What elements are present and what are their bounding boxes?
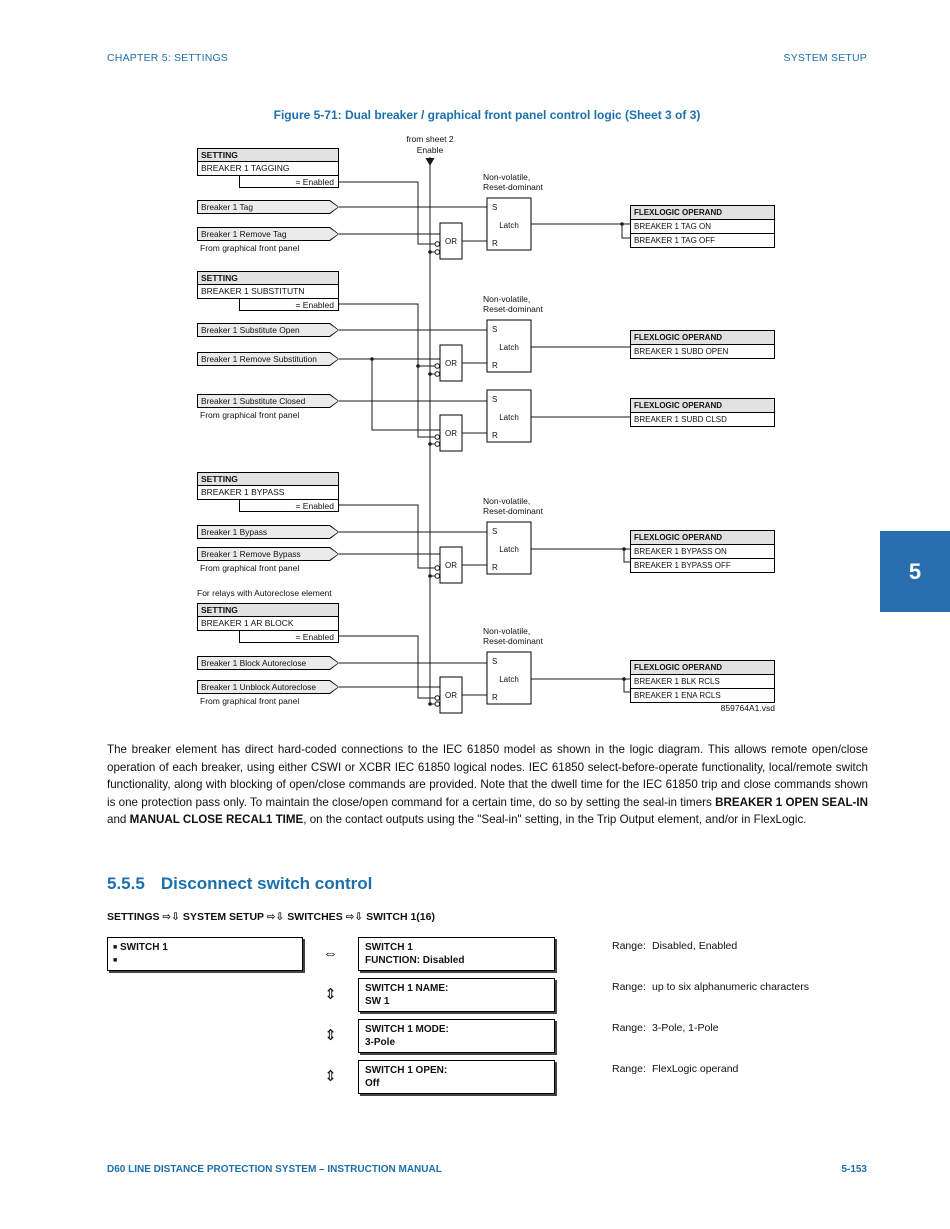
operand-label: Breaker 1 Block Autoreclose <box>201 658 307 668</box>
setting-header: SETTING <box>198 604 338 617</box>
operand-label: Breaker 1 Remove Bypass <box>201 549 301 559</box>
nav-arrow-icon: ⇕ <box>324 1068 337 1085</box>
latch-label: Latch <box>499 675 519 684</box>
from-sheet-label: from sheet 2 <box>406 134 454 144</box>
nonvolatile-line1: Non-volatile, <box>483 294 531 304</box>
range-label: Range: <box>612 1063 646 1075</box>
latch-label: Latch <box>499 343 519 352</box>
flexlogic-box-rcls <box>630 660 775 703</box>
setting-ref-bold: MANUAL CLOSE RECAL1 TIME <box>129 813 304 827</box>
range-label: Range: <box>612 981 646 993</box>
operand-breaker1-block-autoreclose <box>197 656 339 670</box>
section1-wires <box>339 182 630 252</box>
operand-breaker1-bypass <box>197 525 339 539</box>
setting-cell-line1: SWITCH 1 MODE: <box>365 1024 449 1035</box>
nonvolatile-line1: Non-volatile, <box>483 172 531 182</box>
setting-name: BREAKER 1 BYPASS <box>201 487 285 497</box>
footer-page-number: 5-153 <box>841 1164 867 1175</box>
latch-r-label: R <box>492 239 498 248</box>
flexlogic-header: FLEXLOGIC OPERAND <box>631 206 774 220</box>
flexlogic-header: FLEXLOGIC OPERAND <box>631 661 774 675</box>
or-gate-label: OR <box>445 429 457 438</box>
header-chapter: CHAPTER 5: SETTINGS <box>107 52 229 64</box>
drawing-id: 859764A1.vsd <box>720 703 775 713</box>
setting-value: = Enabled <box>239 175 339 188</box>
or-gate-label: OR <box>445 561 457 570</box>
or-gate-label: OR <box>445 691 457 700</box>
menu-bullet-icon: ■ <box>113 957 118 964</box>
nonvolatile-line2: Reset-dominant <box>483 506 544 516</box>
flexlogic-operand: BREAKER 1 TAG OFF <box>631 233 774 247</box>
setting-header: SETTING <box>198 149 338 162</box>
range-value: Disabled, Enabled <box>652 940 738 952</box>
front-panel-note: From graphical front panel <box>200 696 300 706</box>
chapter-tab: 5 <box>880 531 950 612</box>
paragraph-text: and <box>107 813 130 827</box>
setting-cell-line2: 3-Pole <box>365 1037 396 1048</box>
autoreclose-note: For relays with Autoreclose element <box>197 588 332 598</box>
nonvolatile-line2: Reset-dominant <box>483 636 544 646</box>
operand-label: Breaker 1 Tag <box>201 202 253 212</box>
operand-label: Breaker 1 Bypass <box>201 527 268 537</box>
operand-breaker1-tag <box>197 200 339 214</box>
flexlogic-header: FLEXLOGIC OPERAND <box>631 531 774 545</box>
front-panel-note: From graphical front panel <box>200 563 300 573</box>
setting-header: SETTING <box>198 272 338 285</box>
setting-cell-line1: SWITCH 1 <box>365 942 413 953</box>
nonvolatile-note <box>483 172 543 192</box>
setting-name: BREAKER 1 SUBSTITUTN <box>201 286 305 296</box>
footer-manual-title: D60 LINE DISTANCE PROTECTION SYSTEM – INSTRUCTION MANUAL <box>107 1164 442 1175</box>
setting-cell-function <box>358 937 555 971</box>
settings-path: SETTINGS ⇨⇩ SYSTEM SETUP ⇨⇩ SWITCHES ⇨⇩ SWITCH 1(16) <box>107 911 435 923</box>
latch-label: Latch <box>499 413 519 422</box>
settings-table <box>107 937 887 1101</box>
flexlogic-operand: BREAKER 1 SUBD CLSD <box>634 415 727 424</box>
operand-breaker1-remove-tag <box>197 227 339 241</box>
nonvolatile-line1: Non-volatile, <box>483 496 531 506</box>
enable-label: Enable <box>416 145 444 155</box>
operand-label: Breaker 1 Substitute Closed <box>201 396 306 406</box>
invert-bubbles <box>435 242 440 707</box>
setting-cell-line1: SWITCH 1 OPEN: <box>365 1065 448 1076</box>
flexlogic-operand: BREAKER 1 BYPASS ON <box>634 547 727 556</box>
flexlogic-operand: BREAKER 1 ENA RCLS <box>631 688 774 702</box>
flexlogic-operand: BREAKER 1 TAG ON <box>634 222 712 231</box>
section-heading <box>107 874 372 894</box>
section4-wires <box>339 636 630 704</box>
latch-s-label: S <box>492 325 498 334</box>
latch-r-label: R <box>492 431 498 440</box>
setting-cell-open <box>358 1060 555 1094</box>
setting-name: BREAKER 1 AR BLOCK <box>201 618 294 628</box>
flexlogic-operand: BREAKER 1 BLK RCLS <box>634 677 720 686</box>
nonvolatile-note <box>483 294 543 314</box>
flexlogic-operand: BREAKER 1 SUBD OPEN <box>634 347 729 356</box>
paragraph-text: The breaker element has direct hard-coded connections to the IEC 61850 model as shown in the logic diagram. This allows remote open/close operation of each breaker, using either CSWI or XCBR IEC 61850 logical nodes. IEC 61850 select-before-operate functionality, local/remote switch functionality, along with blocking of open/close commands are provided. Note that the dwell time for the IEC 61850 trip and close commands shown is one protection pass only. To maintain the close/open command for a certain time, do so by setting the seal-in timers <box>107 743 868 809</box>
setting-cell-mode <box>358 1019 555 1053</box>
setting-box-substitutn <box>197 271 339 311</box>
setting-value: = Enabled <box>239 298 339 311</box>
setting-row <box>107 978 887 1012</box>
latch-s-label: S <box>492 657 498 666</box>
or-gate-label: OR <box>445 359 457 368</box>
menu-bullet-icon: ■ <box>113 944 118 951</box>
or-gate-label: OR <box>445 237 457 246</box>
setting-cell-line2: Off <box>365 1078 380 1089</box>
or-gates <box>440 223 462 713</box>
setting-value: = Enabled <box>239 630 339 643</box>
setting-ref-bold: BREAKER 1 OPEN SEAL-IN <box>715 795 869 809</box>
nonvolatile-line2: Reset-dominant <box>483 182 544 192</box>
operand-breaker1-substitute-closed <box>197 394 339 408</box>
front-panel-note: From graphical front panel <box>200 243 300 253</box>
menu-title: SWITCH 1 <box>120 942 168 953</box>
flexlogic-box-subd-open <box>630 330 775 359</box>
setting-cell-line2: SW 1 <box>365 996 390 1007</box>
nav-arrow-icon: ⇔ <box>323 945 338 962</box>
latch-r-label: R <box>492 693 498 702</box>
operand-label: Breaker 1 Remove Substitution <box>201 354 317 364</box>
nonvolatile-note <box>483 496 543 516</box>
setting-row <box>107 1060 887 1094</box>
latch-r-label: R <box>492 361 498 370</box>
flexlogic-operand: BREAKER 1 BYPASS OFF <box>631 558 774 572</box>
setting-cell-line2: FUNCTION: Disabled <box>365 955 465 966</box>
operand-breaker1-unblock-autoreclose <box>197 680 339 694</box>
operand-breaker1-remove-bypass <box>197 547 339 561</box>
setting-cell-line1: SWITCH 1 NAME: <box>365 983 449 994</box>
header-section: SYSTEM SETUP <box>783 52 867 64</box>
latch-label: Latch <box>499 221 519 230</box>
front-panel-note: From graphical front panel <box>200 410 300 420</box>
latch-r-label: R <box>492 563 498 572</box>
figure-caption: Figure 5-71: Dual breaker / graphical front panel control logic (Sheet 3 of 3) <box>273 108 701 122</box>
operand-breaker1-substitute-open <box>197 323 339 337</box>
setting-box-tagging <box>197 148 339 188</box>
range-value: FlexLogic operand <box>652 1063 739 1075</box>
setting-value: = Enabled <box>239 499 339 512</box>
section-number: 5.5.5 <box>107 874 145 893</box>
flexlogic-box-subd-clsd <box>630 398 775 427</box>
nonvolatile-note <box>483 626 543 646</box>
latch-label: Latch <box>499 545 519 554</box>
range-value: up to six alphanumeric characters <box>652 981 809 993</box>
section2-wires <box>339 304 630 444</box>
nav-arrow-icon: ⇕ <box>324 986 337 1003</box>
operand-breaker1-remove-substitution <box>197 352 339 366</box>
flexlogic-box-bypass <box>630 530 775 573</box>
setting-cell-name <box>358 978 555 1012</box>
menu-panel-switch1 <box>107 937 303 971</box>
paragraph-text: , on the contact outputs using the "Seal-in" setting, in the Trip Output element, and/or in FlexLogic. <box>303 813 807 827</box>
range-label: Range: <box>612 1022 646 1034</box>
enable-arrow-icon <box>426 158 435 166</box>
section-title: Disconnect switch control <box>160 874 373 893</box>
operand-label: Breaker 1 Remove Tag <box>201 229 287 239</box>
flexlogic-box-tag <box>630 205 775 248</box>
setting-box-bypass <box>197 472 339 512</box>
flexlogic-header: FLEXLOGIC OPERAND <box>631 399 774 413</box>
latch-s-label: S <box>492 395 498 404</box>
latch-s-label: S <box>492 203 498 212</box>
nonvolatile-line2: Reset-dominant <box>483 304 544 314</box>
setting-name: BREAKER 1 TAGGING <box>201 163 290 173</box>
operand-label: Breaker 1 Substitute Open <box>201 325 300 335</box>
setting-row <box>107 1019 887 1053</box>
setting-header: SETTING <box>198 473 338 486</box>
latch-s-label: S <box>492 527 498 536</box>
range-value: 3-Pole, 1-Pole <box>652 1022 719 1034</box>
operand-label: Breaker 1 Unblock Autoreclose <box>201 682 316 692</box>
flexlogic-header: FLEXLOGIC OPERAND <box>631 331 774 345</box>
body-paragraph <box>107 741 868 829</box>
setting-row <box>107 937 887 971</box>
nonvolatile-line1: Non-volatile, <box>483 626 531 636</box>
range-label: Range: <box>612 940 646 952</box>
setting-box-ar-block <box>197 603 339 643</box>
nav-arrow-icon: ⇕ <box>324 1027 337 1044</box>
